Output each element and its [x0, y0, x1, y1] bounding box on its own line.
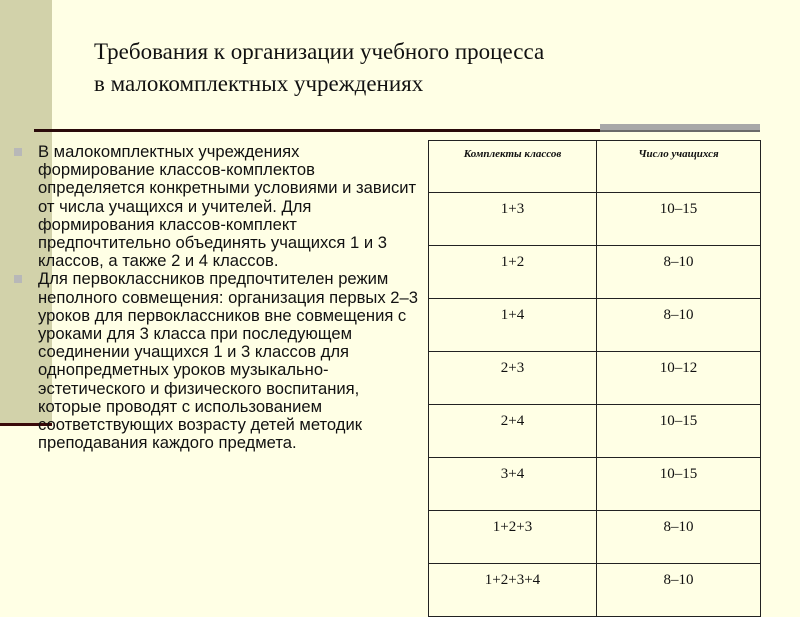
- bullet-item: [14, 143, 419, 270]
- class-set-cell: 2+3: [429, 352, 597, 405]
- header-student-count: Число учащихся: [597, 141, 761, 193]
- student-count-cell: 10–15: [597, 405, 761, 458]
- student-count-cell: 8–10: [597, 246, 761, 299]
- table-header-row: [429, 141, 761, 193]
- student-count-cell: 10–12: [597, 352, 761, 405]
- bullet-item: [14, 270, 419, 452]
- slide-title-line-2: в малокомплектных учреждениях: [94, 71, 424, 96]
- table-row: [429, 458, 761, 511]
- bullet-text: В малокомплектных учреждениях формирование классов-комплектов определяется конкретными условиями и зависит от числа учащихся и учителей. Для формирования классов-комплект предпочтительно объединять учащихся 1 и 3 классов, а также 2 и 4 классов.: [38, 142, 417, 271]
- bullet-text: Для первоклассников предпочтителен режим неполного совмещения: организация первых 2–3 уроков для первоклассников вне совмещения с уроками для 3 класса при последующем соединении учащихся 1 и 3 классов для однопредметных уроков музыкально-эстетического и физического воспитания, которые проводят с использованием соответствующих возрасту детей методик преподавания каждого предмета.: [38, 269, 418, 453]
- class-set-cell: 1+2: [429, 246, 597, 299]
- table-row: [429, 564, 761, 617]
- table-row: [429, 511, 761, 564]
- table-row: [429, 299, 761, 352]
- table-row: [429, 193, 761, 246]
- title-divider-accent-line: [600, 130, 760, 132]
- class-set-cell: 3+4: [429, 458, 597, 511]
- table-row: [429, 352, 761, 405]
- student-count-cell: 8–10: [597, 299, 761, 352]
- class-set-cell: 2+4: [429, 405, 597, 458]
- student-count-cell: 10–15: [597, 458, 761, 511]
- class-set-cell: 1+4: [429, 299, 597, 352]
- title-divider: [34, 129, 600, 132]
- class-set-cell: 1+3: [429, 193, 597, 246]
- class-sets-table: [428, 140, 761, 617]
- square-bullet-icon: [14, 148, 22, 156]
- slide-title-line-1: Требования к организации учебного процесса: [94, 39, 545, 64]
- student-count-cell: 8–10: [597, 564, 761, 617]
- class-set-cell: 1+2+3: [429, 511, 597, 564]
- table-row: [429, 405, 761, 458]
- header-class-sets: Комплекты классов: [429, 141, 597, 193]
- student-count-cell: 8–10: [597, 511, 761, 564]
- class-set-cell: 1+2+3+4: [429, 564, 597, 617]
- bullet-list: [14, 143, 419, 452]
- slide-title: [94, 36, 714, 100]
- table-row: [429, 246, 761, 299]
- student-count-cell: 10–15: [597, 193, 761, 246]
- square-bullet-icon: [14, 275, 22, 283]
